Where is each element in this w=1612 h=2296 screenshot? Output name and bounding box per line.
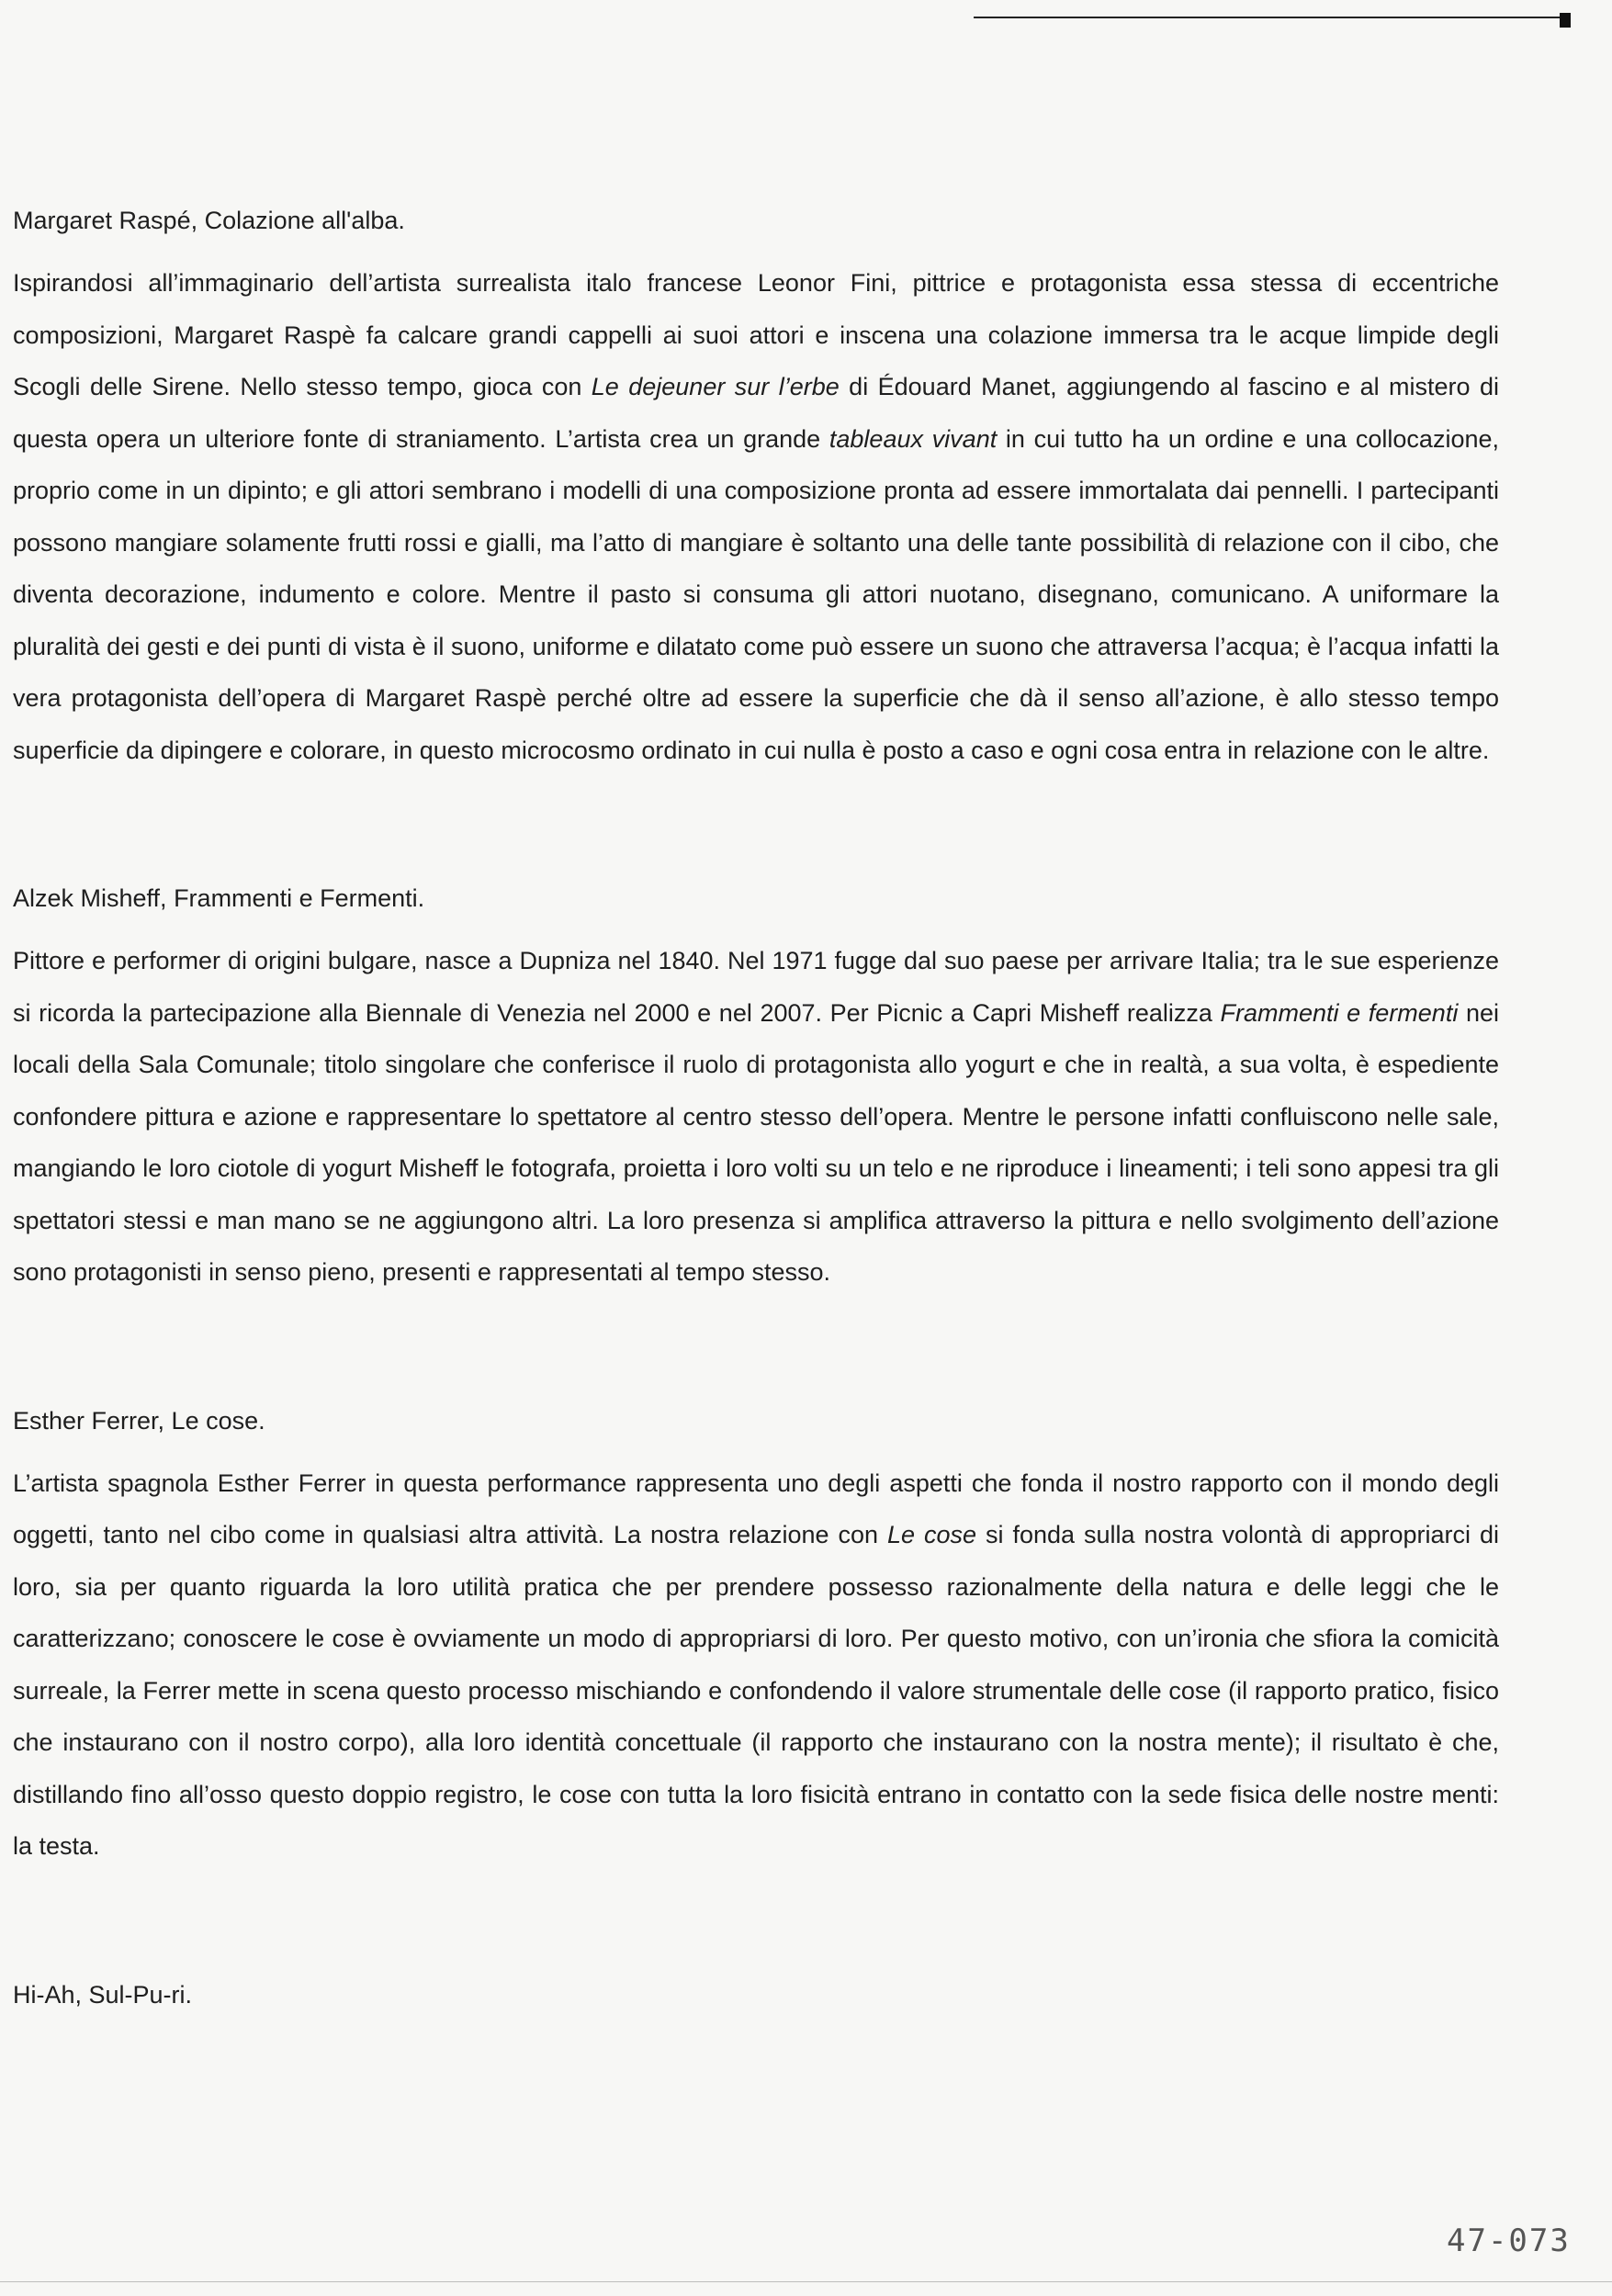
artwork-title: Frammenti e fermenti (1220, 998, 1459, 1027)
section-heading-hiah: Hi-Ah, Sul-Pu-ri. (13, 1980, 193, 2009)
bottom-rule (0, 2281, 1612, 2282)
section-heading-raspe: Margaret Raspé, Colazione all'alba. (13, 207, 405, 234)
section-heading-misheff: Alzek Misheff, Frammenti e Fermenti. (13, 884, 425, 912)
page-number: 47-073 (1447, 2223, 1571, 2259)
section-paragraph-misheff: Pittore e performer di origini bulgare, nasce a Dupniza nel 1840. Nel 1971 fugge dal suo paese per arrivare Italia; tra le sue esperienze si ricorda la partecipazione alla Biennale di Venezia nel 2000 e nel 2007. Per Picnic a Capri Misheff realizza Frammenti e fermenti nei locali della Sala Comunale; titolo singolare che conferisce il ruolo di protagonista allo yogurt e che in realtà, a sua volta, è espediente confondere pittura e azione e rappresentare lo spettatore al centro stesso dell’opera. Mentre le persone infatti confluiscono nelle sale, mangiando le loro ciotole di yogurt Misheff le fotografa, proietta i loro volti su un telo e ne riproduce i lineamenti; i teli sono appesi tra gli spettatori stessi e man mano se ne aggiungono altri. La loro presenza si amplifica attraverso la pittura e nello svolgimento dell’azione sono protagonisti in senso pieno, presenti e rappresentati al tempo stesso. (13, 947, 1499, 1286)
artwork-title: Le cose (887, 1521, 977, 1548)
top-rule (974, 17, 1561, 18)
document-body (13, 204, 1499, 2011)
section-paragraph-raspe: Ispirandosi all’immaginario dell’artista surrealista italo francese Leonor Fini, pittrice e protagonista essa stessa di eccentriche composizioni, Margaret Raspè fa calcare grandi cappelli ai suoi attori e inscena una colazione immersa tra le acque limpide degli Scogli delle Sirene. Nello stesso tempo, gioca con Le dejeuner sur l’erbe di Édouard Manet, aggiungendo al fascino e al mistero di questa opera un ulteriore fonte di straniamento. L’artista crea un grande tableaux vivant in cui tutto ha un ordine e una collocazione, proprio come in un dipinto; e gli attori sembrano i modelli di una composizione pronta ad essere immortalata dai pennelli. I partecipanti possono mangiare solamente frutti rossi e gialli, ma l’atto di mangiare è soltanto una delle tante possibilità di relazione con il cibo, che diventa decorazione, indumento e colore. Mentre il pasto si consuma gli attori nuotano, disegnano, comunicano. A uniformare la pluralità dei gesti e dei punti di vista è il suono, uniforme e dilatato come può essere un suono che attraversa l’acqua; è l’acqua infatti la vera protagonista dell’opera di Margaret Raspè perché oltre ad essere la superficie che dà il senso all’azione, è allo stesso tempo superficie da dipingere e colorare, in questo microcosmo ordinato in cui nulla è posto a caso e ogni cosa entra in relazione con le altre. (13, 269, 1500, 764)
section-paragraph-ferrer: L’artista spagnola Esther Ferrer in questa performance rappresenta uno degli aspetti che fonda il nostro rapporto con il mondo degli oggetti, tanto nel cibo come in qualsiasi altra attività. La nostra relazione con Le cose si fonda sulla nostra volontà di appropriarci di loro, sia per quanto riguarda la loro utilità pratica che per prendere possesso razionalmente della natura e delle leggi che le caratterizzano; conoscere le cose è ovviamente un modo di appropriarsi di loro. Per questo motivo, con un’ironia che sfiora la comicità surreale, la Ferrer mette in scena questo processo mischiando e confondendo il valore strumentale delle cose (il rapporto pratico, fisico che instaurano con il nostro corpo), alla loro identità concettuale (il rapporto che instaurano con la nostra mente); il risultato è che, distillando fino all’osso questo doppio registro, le cose con tutta la loro fisicità entrano in contatto con la sede fisica delle nostre menti: la testa. (13, 1469, 1500, 1860)
section-heading-ferrer: Esther Ferrer, Le cose. (13, 1406, 265, 1435)
artwork-title: Le dejeuner sur l’erbe (591, 373, 840, 400)
corner-mark (1560, 13, 1571, 28)
artwork-term: tableaux vivant (829, 424, 998, 453)
